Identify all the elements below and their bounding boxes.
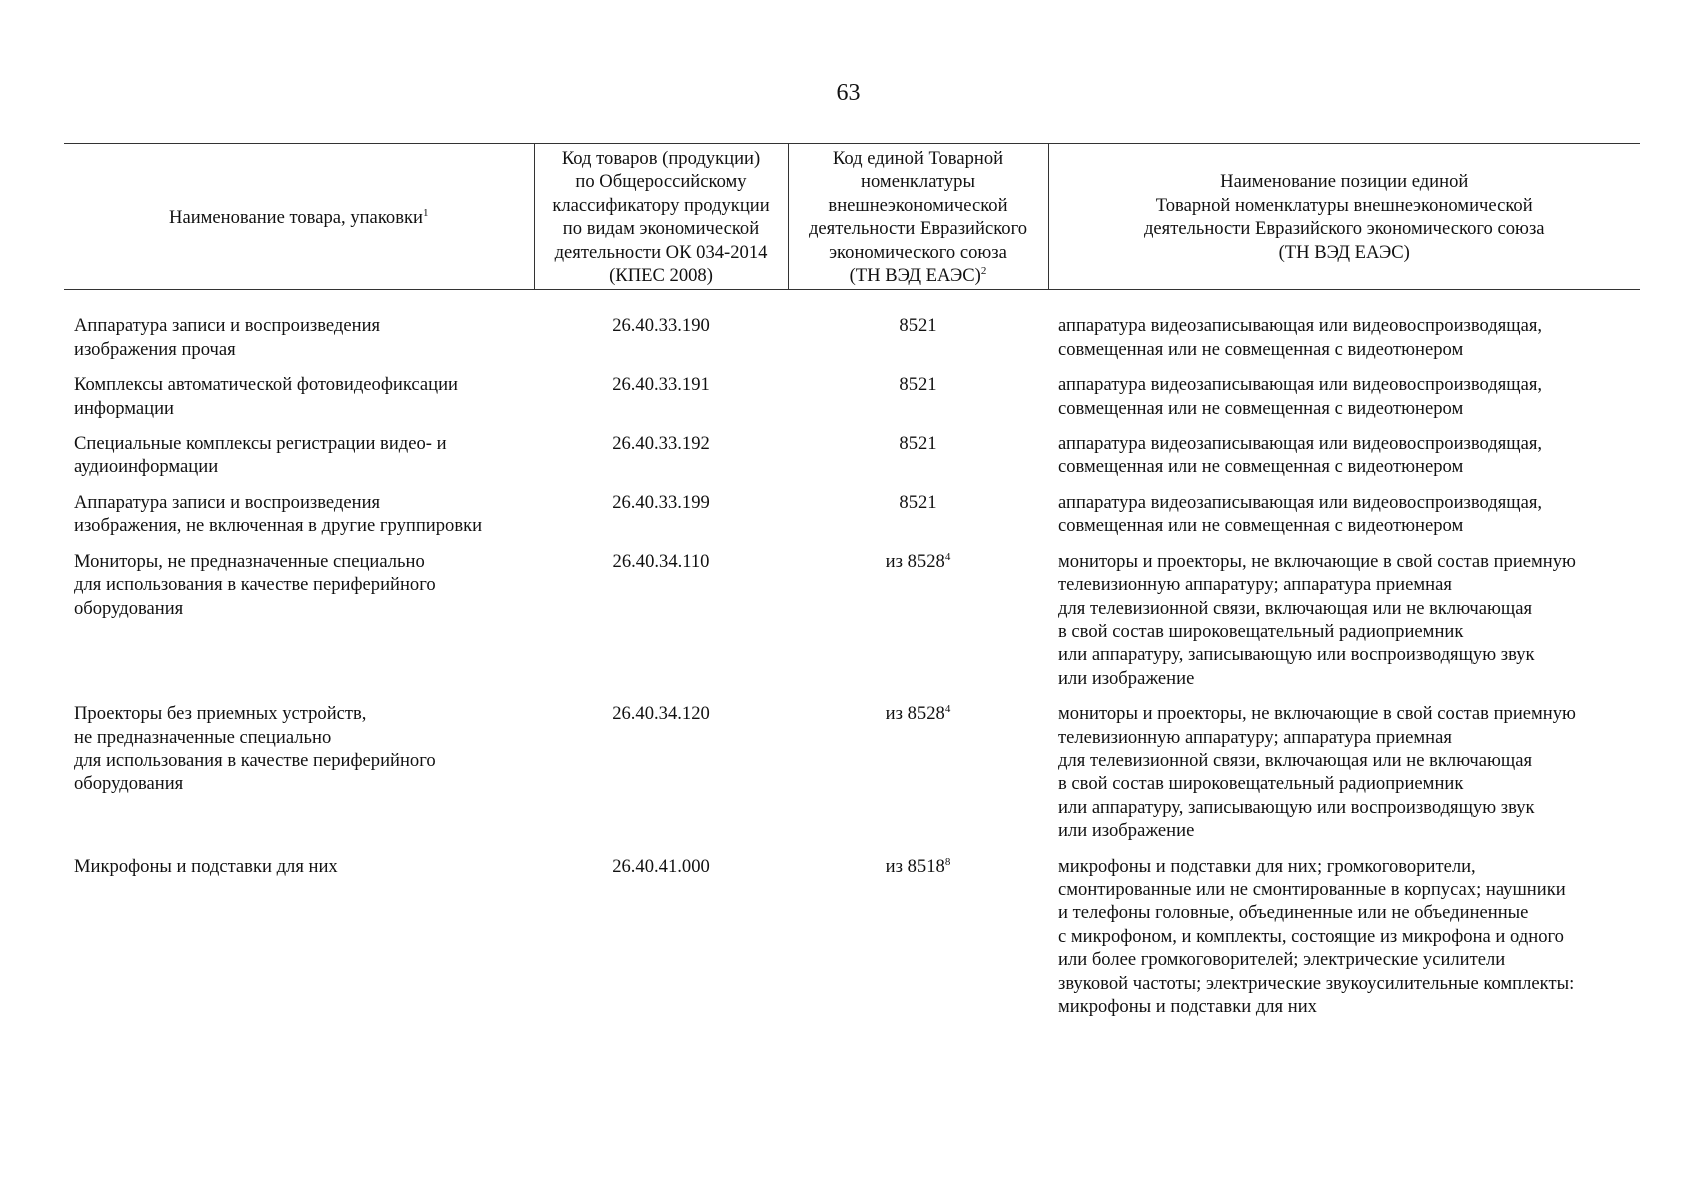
table-body (64, 290, 1640, 1030)
footnote-ref: 4 (944, 550, 951, 563)
page-number: 63 (836, 80, 861, 106)
cell-okpd-code: 26.40.34.120 (612, 703, 710, 725)
table-row (64, 373, 1640, 432)
cell-okpd-code: 26.40.33.199 (612, 491, 710, 513)
footnote-ref: 8 (944, 855, 951, 868)
cell-tnved-name: мониторы и проекторы, не включающие в свой состав приемную телевизионную аппаратуру; аппаратура приемная для телевизионной связи, включающая или не включающая в свой состав широковещательный радиоприемник или аппаратуру, записывающую или воспроизводящую звук или изображение (1058, 550, 1576, 689)
table-row (64, 855, 1640, 1031)
table-row (64, 702, 1640, 854)
table-row (64, 550, 1640, 702)
cell-tnved-code: 8521 (899, 433, 937, 455)
cell-goods-name: Микрофоны и подставки для них (74, 855, 338, 877)
footnote-ref: 4 (944, 703, 951, 716)
header-goods-name: Наименование товара, упаковки$^1$ (64, 144, 534, 290)
cell-tnved-code: 8521 (899, 491, 937, 513)
cell-tnved-code: 8521 (899, 315, 937, 337)
cell-tnved-name: аппаратура видеозаписывающая или видеовоспроизводящая, совмещенная или не совмещенная с видеотюнером (1058, 374, 1543, 419)
cell-okpd-code: 26.40.33.192 (612, 433, 710, 455)
cell-tnved-name: аппаратура видеозаписывающая или видеовоспроизводящая, совмещенная или не совмещенная с видеотюнером (1058, 491, 1543, 537)
header-okpd-code: Код товаров (продукции) по Общероссийскому классификатору продукции по видам экономической деятельности ОК 034-2014 (КПЕС 2008) (534, 144, 788, 290)
cell-okpd-code: 26.40.33.191 (612, 374, 710, 396)
table-row (64, 491, 1640, 550)
cell-goods-name: Специальные комплексы регистрации видео- и аудиоинформации (74, 433, 447, 478)
cell-goods-name: Мониторы, не предназначенные специально для использования в качестве периферийного оборудования (74, 550, 436, 619)
cell-tnved-code: из 8518$^8$ (885, 855, 951, 877)
cell-okpd-code: 26.40.41.000 (612, 855, 710, 877)
goods-table (64, 143, 1640, 1030)
cell-goods-name: Проекторы без приемных устройств, не предназначенные специально для использования в качестве периферийного оборудования (74, 703, 436, 795)
cell-tnved-code: 8521 (899, 374, 937, 396)
cell-goods-name: Аппаратура записи и воспроизведения изображения прочая (74, 315, 381, 360)
header-tnved-code: Код единой Товарной номенклатуры внешнеэкономической деятельности Евразийского экономического союза (ТН ВЭД ЕАЭС)$^2$ (788, 144, 1048, 290)
cell-tnved-name: аппаратура видеозаписывающая или видеовоспроизводящая, совмещенная или не совмещенная с видеотюнером (1058, 315, 1543, 360)
footnote-ref: 2 (980, 265, 987, 278)
header-tnved-name: Наименование позиции единой Товарной номенклатуры внешнеэкономической деятельности Евразийского экономического союза (ТН ВЭД ЕАЭС) (1048, 144, 1640, 290)
table-row (64, 314, 1640, 373)
cell-okpd-code: 26.40.33.190 (612, 315, 710, 337)
cell-tnved-code: из 8528$^4$ (885, 703, 951, 725)
cell-tnved-code: из 8528$^4$ (885, 550, 951, 572)
footnote-ref: 1 (422, 206, 429, 219)
cell-goods-name: Аппаратура записи и воспроизведения изображения, не включенная в другие группировки (74, 491, 483, 537)
cell-tnved-name: аппаратура видеозаписывающая или видеовоспроизводящая, совмещенная или не совмещенная с видеотюнером (1058, 433, 1543, 478)
table-row (64, 432, 1640, 491)
table-header (64, 144, 1640, 290)
cell-okpd-code: 26.40.34.110 (612, 550, 710, 572)
cell-tnved-name: мониторы и проекторы, не включающие в свой состав приемную телевизионную аппаратуру; аппаратура приемная для телевизионной связи, включающая или не включающая в свой состав широковещательный радиоприемник или аппаратуру, записывающую или воспроизводящую звук или изображение (1058, 703, 1576, 842)
cell-tnved-name: микрофоны и подставки для них; громкоговорители, смонтированные или не смонтированные в корпусах; наушники и телефоны головные, объединенные или не объединенные с микрофоном, и комплекты, состоящие из микрофона и одного или более громкоговорителей; электрические усилители звуковой частоты; электрические звукоусилительные комплекты: микрофоны и подставки для них (1058, 855, 1575, 1017)
cell-goods-name: Комплексы автоматической фотовидеофиксации информации (74, 374, 458, 419)
